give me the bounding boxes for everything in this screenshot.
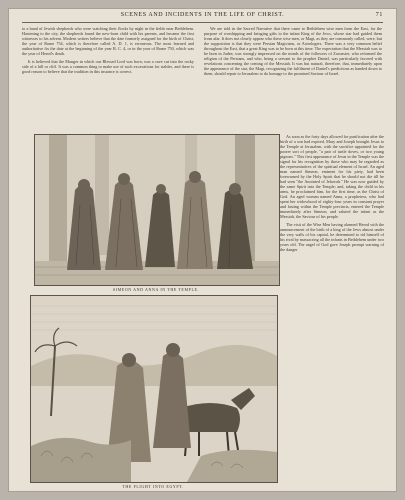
caption-simeon-anna: SIMEON AND ANNA IN THE TEMPLE. [112,287,200,292]
illustration-flight-egypt [30,295,278,483]
paragraph: It is believed that the Manger in which our Blessed Lord was born, was a cave cut into the rocky side of a hill or cliff. It was a common thing to make use of such excavations for stables, and there is good reason to believe that the tradition in this instance is correct. [22,59,194,74]
engraving-flight-scene [31,296,277,482]
engraving-temple-scene [35,135,279,285]
right-top-text [204,26,382,132]
right-column-text [280,134,384,490]
running-title: SCENES AND INCIDENTS IN THE LIFE OF CHRIST. [120,12,285,18]
left-top-text [22,26,194,132]
book-page [8,8,397,492]
running-header [22,12,383,23]
paragraph: to a band of Jewish shepherds who were watching their flocks by night in the fields near Bethlehem. Hastening to the city, the shepherds found the new-born child with his parents, and became the first witnesses to his advent. Modern writers believe that the date formerly assigned for the birth of Christ, the year of Rome 754, which is therefore called A. D. 1, is erroneous. The most learned and authoritative fix the date at the beginning of the year B. C. 4, or in the year of Rome 750, which was the year of Herod's death. [22,26,194,56]
paragraph: We are told in the Sacred Narrative that there came to Bethlehem wise men from the East, for the purpose of worshipping and bringing gifts to the infant King of the Jews, whose star had guided them from afar. It does not clearly appear who these wise men, or Magi, as they are commonly called, were, but the supposition is that they were Persian Magicians, or Astrologers. There was a very common belief throughout the East, that a great King was to be born at this time. The expectation that the Messiah was to be born in Judea, was strongly impressed on the minds of the followers of Zoroaster, who reformed the religion of the Persians, and who, being a servant to the prophet Daniel, was particularly favored with revelations concerning the coming of the Messiah. It was but natural, therefore, that, immediately upon the appearance of the star, the Magi, recognizing the fulfilment of Daniel's predictions as handed down to them, should repair to Jerusalem to do homage to the promised Saviour of Israel. [204,26,382,76]
caption-flight-egypt: THE FLIGHT INTO EGYPT. [122,484,184,489]
page-number: 71 [375,12,383,18]
illustration-simeon-anna [34,134,280,286]
paragraph: The visit of the Wise Men having alarmed Herod with the announcement of the birth of a king of the Jews almost under the very walls of his capital, he determined to rid himself of his rival by massacring all the infants in Bethlehem under two years old. The angel of God gave Joseph prompt warning of the danger [280,222,384,252]
paragraph: As soon as the forty days allowed for purification after the birth of a son had expired, Mary and Joseph brought Jesus to the Temple at Jerusalem, with the sacrifice appointed for the poorer sort of people, "a pair of turtle doves, or two young pigeons." This first appearance of Jesus in the Temple was the signal for his recognition by those who may be regarded as the representatives of the spiritual element of Israel. An aged man named Simeon, eminent for his piety, had been forewarned by the Holy Spirit that he should not die till he had seen "the Anointed of Jehovah." He was now guided by the same Spirit into the Temple; and, taking the child in his arms, he proclaimed him, for the first time, as the Christ of God. An aged woman named Anna, a prophetess, who had spent her widowhood of eighty-four years in constant prayer and fasting within the Temple precincts, entered the Temple immediately after Simeon, and saluted the infant as the Messiah, the Saviour of his people. [280,134,384,219]
